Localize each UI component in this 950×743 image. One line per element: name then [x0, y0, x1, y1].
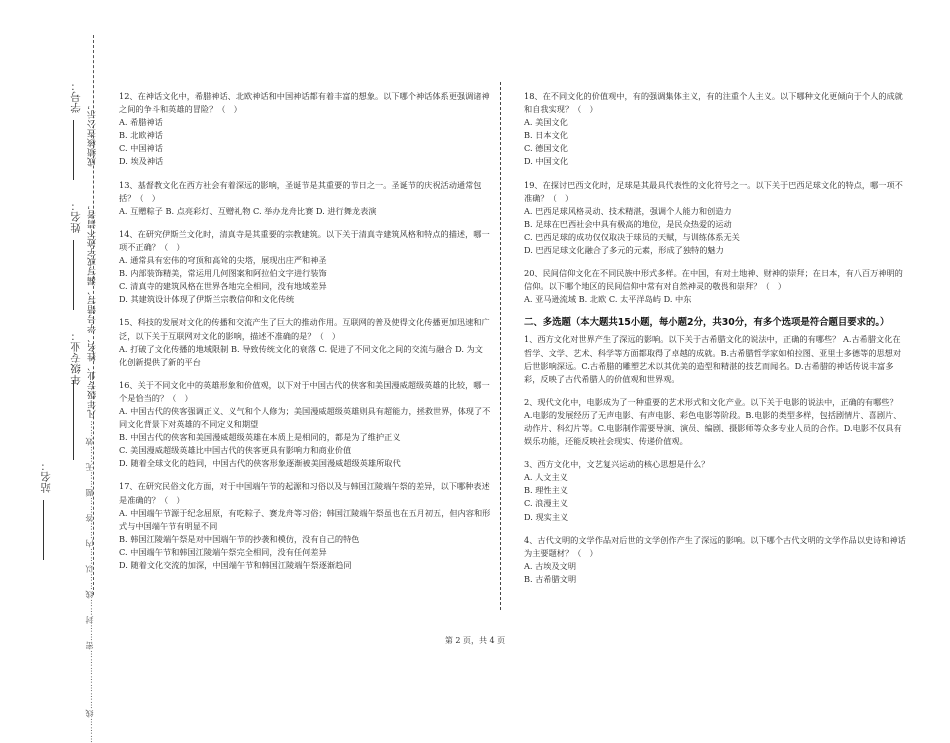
answer-option: A. 美国文化 [524, 117, 568, 128]
miswrite-notice: 凡年级专业、姓名、学号错写、漏写或字迹不清者， [88, 200, 98, 419]
student-id-label: 学号： [70, 80, 82, 113]
question-stem: 18、在不同文化的价值观中，有的强调集体主义，有的注重个人主义。以下哪种文化更倾向于个人的成就和自我实现？（ ） [524, 91, 903, 115]
answer-option: B. 内部装饰精美，常运用几何图案和阿拉伯文字进行装饰 [119, 268, 327, 279]
student-id-line [73, 120, 74, 180]
answer-option: B. 北欧神话 [119, 130, 163, 141]
answer-option: C. 浪漫主义 [524, 498, 568, 509]
question-stem: 16、关于不同文化中的英雄形象和价值观，以下对于中国古代的侠客和美国漫威超级英雄的比较，哪一个是恰当的？（ ） [119, 379, 490, 403]
answer-option: D. 埃及神话 [119, 156, 164, 167]
question [524, 396, 906, 448]
grade-major-label: 年级专业： [70, 330, 82, 385]
grade-major-line [73, 380, 74, 460]
answer-option: A. 中国古代的侠客强调正义、义气和个人修为；美国漫威超级英雄则具有超能力，拯救世界，体现了不同文化背景下对英雄的不同定义和期望 [119, 405, 491, 430]
answer-option: B. 足球在巴西社会中具有极高的地位，是民众热爱的运动 [524, 218, 732, 229]
question [119, 316, 491, 368]
question [119, 90, 491, 169]
answer-option: C. 中国端午节和韩国江陵端午祭完全相同，没有任何差异 [119, 546, 327, 557]
question [524, 90, 906, 169]
answer-option: C. 德国文化 [524, 143, 568, 154]
question [524, 179, 906, 258]
school-line [43, 500, 44, 560]
question-stem: 13、基督教文化在西方社会有着深远的影响，圣诞节是其重要的节日之一。圣诞节的庆祝活动通常包括？（ ） [119, 179, 482, 203]
answer-option: C. 巴西足球的成功仅仅取决于球员的天赋，与训练体系无关 [524, 231, 740, 242]
answer-option: C. 中国神话 [119, 143, 163, 154]
answer-option: B. 古希腊文明 [524, 573, 577, 584]
answer-option: A. 亚马逊流域 B. 北欧 C. 太平洋岛屿 D. 中东 [524, 294, 692, 305]
answer-option: D. 巴西足球文化融合了多元的元素，形成了独特的魅力 [524, 245, 724, 256]
question-stem: 4、古代文明的文学作品对后世的文学创作产生了深远的影响。以下哪个古代文明的文学作品以史诗和神话为主要题材？（ ） [524, 534, 906, 558]
answer-option: C. 清真寺的建筑风格在世界各地完全相同，没有地域差异 [119, 281, 327, 292]
answer-option: D. 其建筑设计体现了伊斯兰宗教信仰和文化传统 [119, 294, 295, 305]
answer-option: A. 人文主义 [524, 472, 568, 483]
question-stem: 20、民间信仰文化在不同民族中形式多样。在中国，有对土地神、财神的崇拜；在日本，有八百万神明的信仰。以下哪个地区的民间信仰中常有对自然神灵的敬畏和崇拜？（ ） [524, 268, 903, 292]
question-stem: 1、西方文化对世界产生了深远的影响。以下关于古希腊文化的说法中，正确的有哪些？ A.古希腊文化在哲学、文学、艺术、科学等方面都取得了卓越的成就。B.古希腊哲学家如柏拉图、亚里士多德等的思想对后世影响深远。C.古希腊的雕塑艺术以其优美的造型和精湛的技艺而闻名。D.古希腊的神话传说丰富多彩，反映了古代希腊人的价值观和世界观。 [524, 334, 902, 384]
question [119, 228, 491, 307]
question [119, 480, 491, 572]
question [524, 458, 906, 523]
question [119, 179, 491, 218]
answer-option: B. 韩国江陵端午祭是对中国端午节的抄袭和模仿，没有自己的特色 [119, 533, 360, 544]
answer-option: A. 互赠粽子 B. 点亮彩灯、互赠礼物 C. 举办龙舟比赛 D. 进行舞龙表演 [119, 205, 377, 216]
question-stem: 19、在探讨巴西文化时，足球是其最具代表性的文化符号之一。以下关于巴西足球文化的特点，哪一项不准确？（ ） [524, 179, 903, 203]
answer-option: B. 理性主义 [524, 485, 568, 496]
name-label: 姓名： [70, 200, 82, 233]
left-column [119, 90, 491, 582]
answer-option: A. 希腊神话 [119, 117, 163, 128]
binding-margin [0, 0, 110, 743]
answer-option: A. 巴西足球风格灵动、技术精湛，强调个人能力和创造力 [524, 205, 732, 216]
answer-option: B. 中国古代的侠客和美国漫威超级英雄在本质上是相同的，都是为了维护正义 [119, 432, 401, 443]
answer-option: B. 日本文化 [524, 130, 568, 141]
answer-option: A. 古埃及文明 [524, 560, 577, 571]
answer-option: A. 中国端午节源于纪念屈原，有吃粽子、赛龙舟等习俗；韩国江陵端午祭虽也在五月初五，但内容和形式与中国端午节有明显不同 [119, 507, 491, 531]
column-divider [500, 82, 501, 610]
answer-option: D. 随着全球文化的趋同，中国古代的侠客形象逐渐被美国漫威超级英雄所取代 [119, 458, 401, 469]
answer-option: A. 通常具有宏伟的穹顶和高耸的尖塔，展现出庄严和神圣 [119, 255, 327, 266]
right-column [524, 90, 906, 596]
binding-notice: ………线…………………密……封……线……以……内……答……题……无……效…… [85, 420, 94, 743]
answer-option: D. 中国文化 [524, 156, 569, 167]
question [119, 379, 491, 471]
question [524, 534, 906, 586]
section-heading: 二、多选题（本大题共15小题，每小题2分，共30分，有多个选项是符合题目要求的。） [524, 317, 890, 329]
question-stem: 14、在研究伊斯兰文化时，清真寺是其重要的宗教建筑。以下关于清真寺建筑风格和特点的描述，哪一项不正确？（ ） [119, 228, 490, 252]
question-stem: 2、现代文化中，电影成为了一种重要的艺术形式和文化产业。以下关于电影的说法中，正确的有哪些？ A.电影的发展经历了无声电影、有声电影、彩色电影等阶段。B.电影的类型多样，包括剧情片、喜剧片、动作片、科幻片等。C.电影制作需要导演、演员、编剧、摄影师等众多专业人员的合作。D.电影不仅具有娱乐功能，还能反映社会现实、传递价值观。 [524, 396, 902, 447]
answer-option: C. 美国漫威超级英雄比中国古代的侠客更具有影响力和商业价值 [119, 445, 352, 456]
answer-option: A. 打破了文化传播的地域限制 B. 导致传统文化的衰落 C. 促进了不同文化之间的交流与融合 D. 为文化创新提供了新的平台 [119, 343, 483, 367]
answer-option: D. 随着文化交流的加深，中国端午节和韩国江陵端午祭逐渐趋同 [119, 560, 352, 570]
name-line [73, 240, 74, 310]
question-stem: 3、西方文化中，文艺复兴运动的核心思想是什么？ [524, 459, 710, 470]
question [524, 333, 906, 385]
question-stem: 12、在神话文化中，希腊神话、北欧神话和中国神话都有着丰富的想象。以下哪个神话体系更强调诸神之间的争斗和英雄的冒险？（ ） [119, 91, 490, 115]
question-stem: 15、科技的发展对文化的传播和交流产生了巨大的推动作用。互联网的普及使得文化传播更加迅速和广泛，以下关于互联网对文化的影响，描述不准确的是？（ ） [119, 317, 490, 341]
score-notice: 成绩核查公示， [88, 100, 98, 167]
question [524, 267, 906, 306]
school-label: 站名： [40, 460, 52, 493]
answer-option: D. 现实主义 [524, 511, 569, 522]
page-footer: 第 2 页，共 4 页 [444, 636, 506, 645]
question-stem: 17、在研究民俗文化方面，对于中国端午节的起源和习俗以及与韩国江陵端午祭的差异，以下哪种表述是准确的？（ ） [119, 481, 490, 505]
